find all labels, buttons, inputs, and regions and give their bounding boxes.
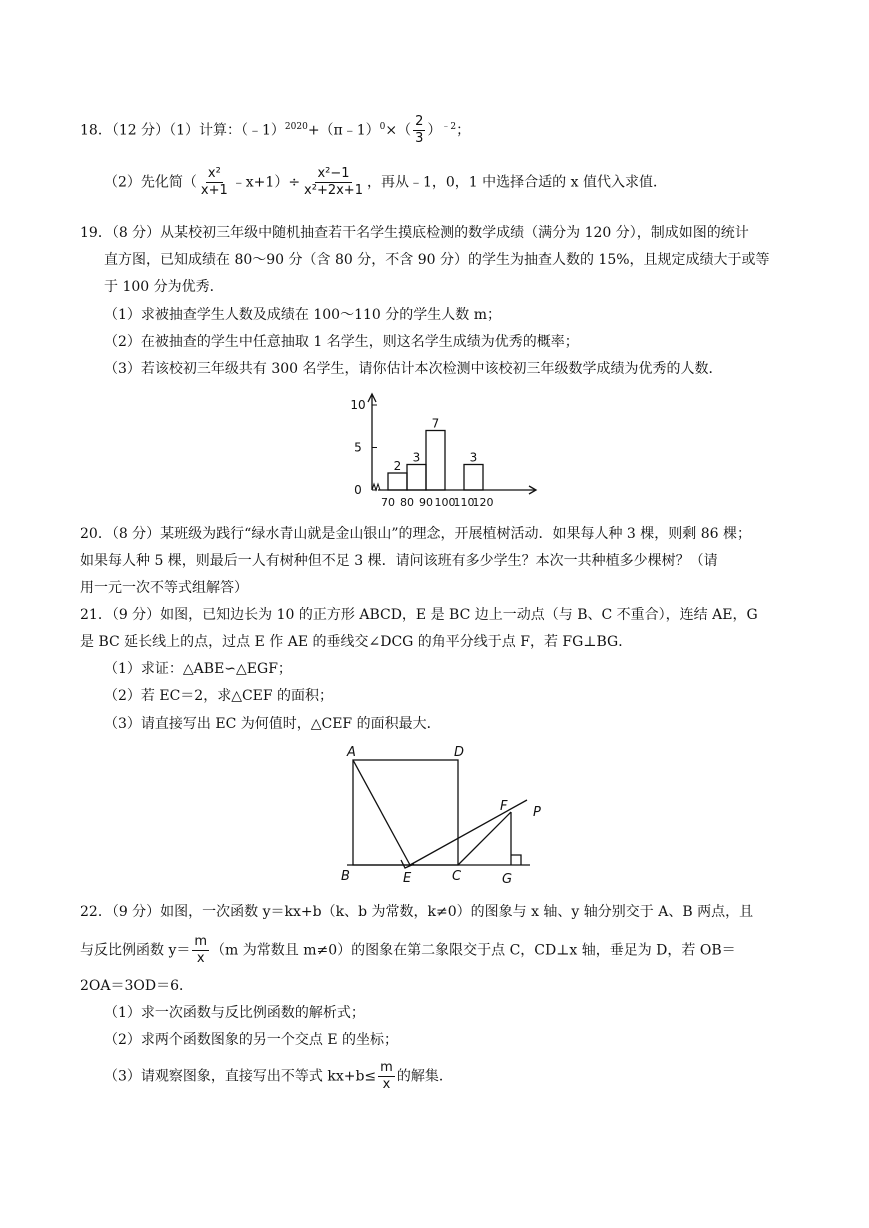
fraction-denominator: x²+2x+1: [304, 183, 363, 198]
q22-item1: （1）求一次函数与反比例函数的解析式；: [104, 1005, 365, 1021]
q18-fraction: [413, 114, 425, 147]
q18-text: ﹣x+1）÷: [231, 174, 301, 191]
bar-data-label: 3: [412, 450, 421, 465]
y-tick-label: 10: [350, 398, 366, 412]
q18-fraction-2: [302, 166, 365, 199]
q19-line2: 直方图，已知成绩在 80～90 分（含 80 分，不含 90 分）的学生为抽查人数的 15%，且规定成绩大于或等: [104, 252, 770, 268]
label-b: B: [341, 869, 350, 884]
q18-text: +（π﹣1）: [307, 122, 380, 139]
q18-text: （2）先化简（: [104, 174, 197, 191]
q18-text: ）: [427, 122, 442, 139]
geometry-figure: [335, 740, 565, 890]
histogram-bar: [407, 465, 426, 491]
q18-exp2: 0: [379, 121, 386, 132]
fraction-denominator: x+1: [200, 183, 228, 198]
q21-item2: （2）若 EC＝2，求△CEF 的面积；: [104, 688, 334, 704]
q22-item3: [104, 1060, 453, 1093]
q19-item3: （3）若该校初三年级共有 300 名学生，请你估计本次检测中该校初三年级数学成绩为优秀的人数．: [104, 361, 723, 377]
q22-item2: （2）求两个函数图象的另一个交点 E 的坐标；: [104, 1032, 399, 1048]
x-tick-label: 80: [400, 496, 414, 509]
x-tick-label: 90: [419, 496, 433, 509]
q22-text: （3）请观察图象，直接写出不等式 kx+b≤: [104, 1068, 377, 1085]
q21-item3: （3）请直接写出 EC 为何值时，△CEF 的面积最大．: [104, 716, 441, 732]
fraction-denominator: 3: [415, 131, 424, 146]
q18-text: ×（: [385, 122, 412, 139]
label-c: C: [452, 869, 462, 884]
fraction-numerator: 2: [415, 114, 424, 129]
q19-line3: 于 100 分为优秀．: [104, 279, 224, 295]
x-tick-label: 70: [381, 496, 395, 509]
bar-data-label: 7: [431, 416, 440, 431]
bar-data-label: 2: [393, 459, 402, 473]
q21-line2: 是 BC 延长线上的点，过点 E 作 AE 的垂线交∠DCG 的角平分线于点 F，若 FG⊥BG．: [80, 634, 633, 650]
fraction-numerator: x²: [207, 166, 221, 181]
q18-line1: [80, 114, 470, 147]
label-p: P: [533, 805, 541, 820]
segment-ae: [353, 760, 410, 865]
q18-line2: [104, 166, 667, 199]
fraction-numerator: x²−1: [317, 166, 350, 181]
label-g: G: [502, 872, 513, 887]
q22-line3: 2OA＝3OD＝6．: [80, 978, 194, 994]
q22-text: 的解集．: [396, 1068, 453, 1085]
q22-line1: 22．（9 分）如图，一次函数 y＝kx+b（k、b 为常数，k≠0）的图象与 x 轴、y 轴分别交于 A、B 两点，且: [80, 904, 754, 920]
q18-text: ；: [456, 122, 471, 139]
q20-line2: 如果每人种 5 棵，则最后一人有树种但不足 3 棵．请问该班有多少学生？本次一共种植多少棵树？（请: [80, 553, 718, 569]
segment-cf: [458, 812, 511, 865]
label-d: D: [454, 745, 465, 760]
q19-line1: 19．（8 分）从某校初三年级中随机抽查若干名学生摸底检测的数学成绩（满分为 120 分），制成如图的统计: [80, 225, 749, 241]
y-tick-label: 0: [354, 483, 362, 497]
fraction-numerator: m: [194, 934, 208, 949]
histogram-bar: [388, 473, 407, 490]
square-abcd: [353, 760, 458, 865]
x-tick-label: 110: [453, 496, 475, 509]
q22-line2: [80, 934, 736, 967]
q18-exp3: ﹣2: [441, 121, 457, 132]
label-f: F: [500, 799, 508, 814]
q22-text: 与反比例函数 y＝: [80, 942, 191, 959]
histogram-bar: [426, 431, 445, 491]
q19-item2: （2）在被抽查的学生中任意抽取 1 名学生，则这名学生成绩为优秀的概率；: [104, 334, 579, 350]
x-tick-label: 120: [472, 496, 494, 509]
q18-text: 18．（12 分）（1）计算：（﹣1）: [80, 122, 285, 139]
fraction-denominator: x: [382, 1077, 391, 1092]
fraction-denominator: x: [196, 951, 205, 966]
histogram-bar: [464, 465, 483, 491]
q19-item1: （1）求被抽查学生人数及成绩在 100～110 分的学生人数 m；: [104, 307, 501, 323]
q22-fraction: [192, 934, 209, 967]
q22-text: （m 为常数且 m≠0）的图象在第二象限交于点 C，CD⊥x 轴，垂足为 D，若 OB＝: [211, 942, 736, 959]
q20-line1: 20．（8 分）某班级为践行“绿水青山就是金山银山”的理念，开展植树活动．如果每人种 3 棵，则剩 86 棵；: [80, 526, 752, 542]
bar-data-label: 3: [469, 450, 478, 465]
label-a: A: [347, 745, 356, 760]
q22-fraction-2: [378, 1060, 395, 1093]
y-tick-label: 5: [354, 440, 362, 455]
label-e: E: [403, 871, 412, 886]
fraction-numerator: m: [380, 1060, 393, 1075]
x-tick-label: 100: [434, 496, 456, 509]
q21-line1: 21．（9 分）如图，已知边长为 10 的正方形 ABCD，E 是 BC 边上一动点（与 B、C 不重合），连结 AE，G: [80, 607, 758, 623]
q18-exp1: 2020: [284, 121, 308, 132]
right-angle-mark-g: [511, 855, 521, 865]
axis-break: [372, 484, 380, 490]
q20-line3: 用一元一次不等式组解答）: [80, 580, 248, 596]
histogram-chart: [340, 390, 550, 515]
q18-fraction-1: [199, 166, 230, 199]
q21-item1: （1）求证：△ABE∽△EGF；: [104, 661, 292, 677]
q18-text: ，再从﹣1，0，1 中选择合适的 x 值代入求值．: [366, 174, 667, 191]
